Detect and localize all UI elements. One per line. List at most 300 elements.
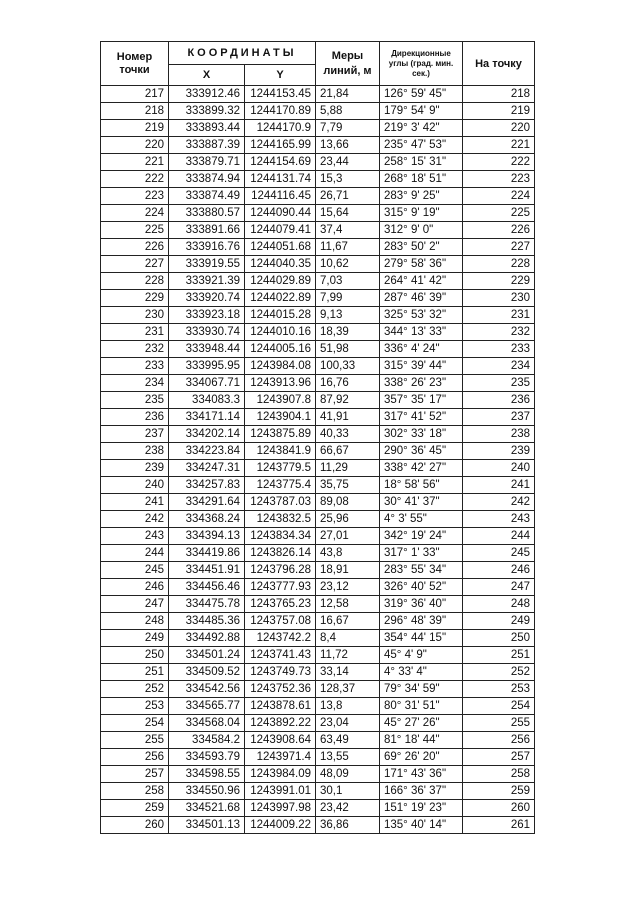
bearing-angle-cell: 235° 47' 53" [380, 137, 463, 154]
point-number-cell: 232 [101, 341, 169, 358]
y-coordinate-cell: 1244165.99 [245, 137, 316, 154]
point-number-cell: 229 [101, 290, 169, 307]
table-row [101, 409, 535, 426]
bearing-angle-cell: 326° 40' 52" [380, 579, 463, 596]
x-coordinate-cell: 334485.36 [169, 613, 245, 630]
y-coordinate-cell: 1244029.89 [245, 273, 316, 290]
to-point-cell: 254 [463, 698, 535, 715]
x-coordinate-cell: 333916.76 [169, 239, 245, 256]
y-coordinate-cell: 1243971.4 [245, 749, 316, 766]
line-length-cell: 9,13 [316, 307, 380, 324]
point-number-cell: 219 [101, 120, 169, 137]
y-coordinate-cell: 1243787.03 [245, 494, 316, 511]
bearing-angle-cell: 135° 40' 14" [380, 817, 463, 834]
to-point-cell: 225 [463, 205, 535, 222]
y-coordinate-cell: 1243984.09 [245, 766, 316, 783]
y-coordinate-cell: 1243832.5 [245, 511, 316, 528]
y-coordinate-cell: 1243904.1 [245, 409, 316, 426]
table-body [101, 86, 535, 834]
point-number-cell: 226 [101, 239, 169, 256]
y-coordinate-cell: 1244170.9 [245, 120, 316, 137]
y-coordinate-cell: 1244005.16 [245, 341, 316, 358]
bearing-angle-cell: 354° 44' 15" [380, 630, 463, 647]
line-length-cell: 89,08 [316, 494, 380, 511]
bearing-angle-cell: 166° 36' 37" [380, 783, 463, 800]
table-row [101, 630, 535, 647]
bearing-angle-cell: 81° 18' 44" [380, 732, 463, 749]
point-number-cell: 243 [101, 528, 169, 545]
line-length-cell: 26,71 [316, 188, 380, 205]
line-length-cell: 11,29 [316, 460, 380, 477]
line-length-cell: 51,98 [316, 341, 380, 358]
bearing-angle-cell: 315° 39' 44" [380, 358, 463, 375]
bearing-angle-cell: 287° 46' 39" [380, 290, 463, 307]
bearing-angle-cell: 30° 41' 37" [380, 494, 463, 511]
table-row [101, 766, 535, 783]
to-point-cell: 237 [463, 409, 535, 426]
to-point-cell: 219 [463, 103, 535, 120]
y-coordinate-cell: 1244079.41 [245, 222, 316, 239]
to-point-cell: 252 [463, 664, 535, 681]
line-length-cell: 41,91 [316, 409, 380, 426]
to-point-cell: 247 [463, 579, 535, 596]
y-coordinate-cell: 1243908.64 [245, 732, 316, 749]
point-number-cell: 225 [101, 222, 169, 239]
line-length-cell: 48,09 [316, 766, 380, 783]
bearing-angle-cell: 317° 41' 52" [380, 409, 463, 426]
line-length-cell: 23,12 [316, 579, 380, 596]
to-point-cell: 234 [463, 358, 535, 375]
point-number-cell: 224 [101, 205, 169, 222]
x-coordinate-cell: 333912.46 [169, 86, 245, 103]
line-length-cell: 16,76 [316, 375, 380, 392]
x-coordinate-cell: 334542.56 [169, 681, 245, 698]
bearing-angle-cell: 18° 58' 56" [380, 477, 463, 494]
y-coordinate-cell: 1244009.22 [245, 817, 316, 834]
y-coordinate-cell: 1244154.69 [245, 154, 316, 171]
line-length-cell: 43,8 [316, 545, 380, 562]
to-point-cell: 246 [463, 562, 535, 579]
table-row [101, 749, 535, 766]
table-row [101, 647, 535, 664]
bearing-angle-cell: 290° 36' 45" [380, 443, 463, 460]
x-coordinate-cell: 334202.14 [169, 426, 245, 443]
x-coordinate-cell: 333893.44 [169, 120, 245, 137]
y-coordinate-cell: 1243741.43 [245, 647, 316, 664]
line-length-cell: 21,84 [316, 86, 380, 103]
x-coordinate-cell: 334565.77 [169, 698, 245, 715]
bearing-angle-cell: 171° 43' 36" [380, 766, 463, 783]
to-point-cell: 230 [463, 290, 535, 307]
bearing-angle-cell: 296° 48' 39" [380, 613, 463, 630]
point-number-cell: 217 [101, 86, 169, 103]
x-coordinate-cell: 334598.55 [169, 766, 245, 783]
x-coordinate-cell: 334247.31 [169, 460, 245, 477]
table-row [101, 460, 535, 477]
bearing-angle-cell: 338° 42' 27" [380, 460, 463, 477]
point-number-cell: 250 [101, 647, 169, 664]
line-length-cell: 7,99 [316, 290, 380, 307]
x-coordinate-cell: 334550.96 [169, 783, 245, 800]
bearing-angle-cell: 45° 4' 9" [380, 647, 463, 664]
bearing-angle-cell: 302° 33' 18" [380, 426, 463, 443]
x-coordinate-cell: 333995.95 [169, 358, 245, 375]
x-coordinate-cell: 333899.32 [169, 103, 245, 120]
point-number-cell: 247 [101, 596, 169, 613]
line-length-cell: 23,42 [316, 800, 380, 817]
table-row [101, 681, 535, 698]
point-number-cell: 256 [101, 749, 169, 766]
line-length-cell: 15,3 [316, 171, 380, 188]
bearing-angle-cell: 279° 58' 36" [380, 256, 463, 273]
x-coordinate-cell: 334067.71 [169, 375, 245, 392]
table-row [101, 562, 535, 579]
bearing-angle-cell: 219° 3' 42" [380, 120, 463, 137]
line-length-cell: 37,4 [316, 222, 380, 239]
table-row [101, 664, 535, 681]
bearing-angle-cell: 4° 3' 55" [380, 511, 463, 528]
to-point-cell: 239 [463, 443, 535, 460]
header-to-point: На точку [463, 42, 535, 86]
bearing-angle-cell: 264° 41' 42" [380, 273, 463, 290]
point-number-cell: 223 [101, 188, 169, 205]
table-row [101, 783, 535, 800]
to-point-cell: 232 [463, 324, 535, 341]
to-point-cell: 255 [463, 715, 535, 732]
y-coordinate-cell: 1244116.45 [245, 188, 316, 205]
coordinates-table [100, 41, 535, 834]
x-coordinate-cell: 334521.68 [169, 800, 245, 817]
x-coordinate-cell: 334394.13 [169, 528, 245, 545]
y-coordinate-cell: 1243796.28 [245, 562, 316, 579]
header-y: Y [245, 65, 316, 86]
line-length-cell: 15,64 [316, 205, 380, 222]
to-point-cell: 236 [463, 392, 535, 409]
x-coordinate-cell: 334451.91 [169, 562, 245, 579]
line-length-cell: 23,44 [316, 154, 380, 171]
y-coordinate-cell: 1243878.61 [245, 698, 316, 715]
x-coordinate-cell: 333874.49 [169, 188, 245, 205]
table-row [101, 171, 535, 188]
point-number-cell: 239 [101, 460, 169, 477]
y-coordinate-cell: 1243775.4 [245, 477, 316, 494]
y-coordinate-cell: 1243779.5 [245, 460, 316, 477]
y-coordinate-cell: 1243834.34 [245, 528, 316, 545]
y-coordinate-cell: 1243826.14 [245, 545, 316, 562]
x-coordinate-cell: 334568.04 [169, 715, 245, 732]
table-row [101, 545, 535, 562]
x-coordinate-cell: 333921.39 [169, 273, 245, 290]
bearing-angle-cell: 338° 26' 23" [380, 375, 463, 392]
to-point-cell: 222 [463, 154, 535, 171]
point-number-cell: 236 [101, 409, 169, 426]
y-coordinate-cell: 1243907.8 [245, 392, 316, 409]
table-row [101, 188, 535, 205]
table-row [101, 528, 535, 545]
point-number-cell: 241 [101, 494, 169, 511]
to-point-cell: 248 [463, 596, 535, 613]
point-number-cell: 238 [101, 443, 169, 460]
table-row [101, 511, 535, 528]
to-point-cell: 241 [463, 477, 535, 494]
y-coordinate-cell: 1244022.89 [245, 290, 316, 307]
to-point-cell: 226 [463, 222, 535, 239]
to-point-cell: 235 [463, 375, 535, 392]
y-coordinate-cell: 1243757.08 [245, 613, 316, 630]
y-coordinate-cell: 1244090.44 [245, 205, 316, 222]
bearing-angle-cell: 151° 19' 23" [380, 800, 463, 817]
line-length-cell: 11,67 [316, 239, 380, 256]
header-coordinates: КООРДИНАТЫ [169, 42, 316, 65]
bearing-angle-cell: 258° 15' 31" [380, 154, 463, 171]
table-row [101, 596, 535, 613]
y-coordinate-cell: 1243892.22 [245, 715, 316, 732]
line-length-cell: 33,14 [316, 664, 380, 681]
to-point-cell: 231 [463, 307, 535, 324]
bearing-angle-cell: 319° 36' 40" [380, 596, 463, 613]
point-number-cell: 221 [101, 154, 169, 171]
point-number-cell: 237 [101, 426, 169, 443]
point-number-cell: 260 [101, 817, 169, 834]
table-row [101, 205, 535, 222]
point-number-cell: 252 [101, 681, 169, 698]
table-row [101, 86, 535, 103]
line-length-cell: 5,88 [316, 103, 380, 120]
line-length-cell: 63,49 [316, 732, 380, 749]
line-length-cell: 36,86 [316, 817, 380, 834]
to-point-cell: 251 [463, 647, 535, 664]
to-point-cell: 238 [463, 426, 535, 443]
bearing-angle-cell: 283° 50' 2" [380, 239, 463, 256]
line-length-cell: 16,67 [316, 613, 380, 630]
line-length-cell: 13,55 [316, 749, 380, 766]
point-number-cell: 251 [101, 664, 169, 681]
x-coordinate-cell: 333887.39 [169, 137, 245, 154]
line-length-cell: 10,62 [316, 256, 380, 273]
table-row [101, 426, 535, 443]
line-length-cell: 35,75 [316, 477, 380, 494]
bearing-angle-cell: 179° 54' 9" [380, 103, 463, 120]
header-x: X [169, 65, 245, 86]
point-number-cell: 245 [101, 562, 169, 579]
point-number-cell: 227 [101, 256, 169, 273]
line-length-cell: 18,91 [316, 562, 380, 579]
point-number-cell: 246 [101, 579, 169, 596]
line-length-cell: 100,33 [316, 358, 380, 375]
table-row [101, 222, 535, 239]
table-row [101, 103, 535, 120]
to-point-cell: 258 [463, 766, 535, 783]
y-coordinate-cell: 1243765.23 [245, 596, 316, 613]
x-coordinate-cell: 333880.57 [169, 205, 245, 222]
line-length-cell: 23,04 [316, 715, 380, 732]
x-coordinate-cell: 334509.52 [169, 664, 245, 681]
bearing-angle-cell: 4° 33' 4" [380, 664, 463, 681]
x-coordinate-cell: 334368.24 [169, 511, 245, 528]
point-number-cell: 254 [101, 715, 169, 732]
to-point-cell: 224 [463, 188, 535, 205]
x-coordinate-cell: 333920.74 [169, 290, 245, 307]
table-row [101, 307, 535, 324]
line-length-cell: 40,33 [316, 426, 380, 443]
x-coordinate-cell: 333874.94 [169, 171, 245, 188]
y-coordinate-cell: 1244153.45 [245, 86, 316, 103]
y-coordinate-cell: 1244170.89 [245, 103, 316, 120]
point-number-cell: 220 [101, 137, 169, 154]
table-row [101, 392, 535, 409]
line-length-cell: 18,39 [316, 324, 380, 341]
point-number-cell: 242 [101, 511, 169, 528]
line-length-cell: 7,79 [316, 120, 380, 137]
line-length-cell: 7,03 [316, 273, 380, 290]
x-coordinate-cell: 333879.71 [169, 154, 245, 171]
x-coordinate-cell: 334501.24 [169, 647, 245, 664]
x-coordinate-cell: 333891.66 [169, 222, 245, 239]
y-coordinate-cell: 1243913.96 [245, 375, 316, 392]
table-row [101, 239, 535, 256]
point-number-cell: 222 [101, 171, 169, 188]
y-coordinate-cell: 1244040.35 [245, 256, 316, 273]
point-number-cell: 233 [101, 358, 169, 375]
to-point-cell: 221 [463, 137, 535, 154]
point-number-cell: 228 [101, 273, 169, 290]
bearing-angle-cell: 317° 1' 33" [380, 545, 463, 562]
header-line-length: Меры линий, м [316, 42, 380, 86]
bearing-angle-cell: 268° 18' 51" [380, 171, 463, 188]
to-point-cell: 244 [463, 528, 535, 545]
point-number-cell: 231 [101, 324, 169, 341]
table-row [101, 732, 535, 749]
x-coordinate-cell: 334593.79 [169, 749, 245, 766]
y-coordinate-cell: 1243749.73 [245, 664, 316, 681]
point-number-cell: 257 [101, 766, 169, 783]
bearing-angle-cell: 336° 4' 24" [380, 341, 463, 358]
to-point-cell: 233 [463, 341, 535, 358]
y-coordinate-cell: 1243777.93 [245, 579, 316, 596]
bearing-angle-cell: 325° 53' 32" [380, 307, 463, 324]
table-row [101, 715, 535, 732]
x-coordinate-cell: 333919.55 [169, 256, 245, 273]
to-point-cell: 245 [463, 545, 535, 562]
y-coordinate-cell: 1244015.28 [245, 307, 316, 324]
line-length-cell: 13,66 [316, 137, 380, 154]
table-row [101, 137, 535, 154]
table-row [101, 817, 535, 834]
point-number-cell: 235 [101, 392, 169, 409]
y-coordinate-cell: 1244051.68 [245, 239, 316, 256]
x-coordinate-cell: 334584.2 [169, 732, 245, 749]
bearing-angle-cell: 357° 35' 17" [380, 392, 463, 409]
y-coordinate-cell: 1243841.9 [245, 443, 316, 460]
table-row [101, 800, 535, 817]
point-number-cell: 234 [101, 375, 169, 392]
x-coordinate-cell: 334171.14 [169, 409, 245, 426]
y-coordinate-cell: 1243997.98 [245, 800, 316, 817]
to-point-cell: 257 [463, 749, 535, 766]
to-point-cell: 229 [463, 273, 535, 290]
x-coordinate-cell: 334492.88 [169, 630, 245, 647]
to-point-cell: 227 [463, 239, 535, 256]
x-coordinate-cell: 333948.44 [169, 341, 245, 358]
to-point-cell: 242 [463, 494, 535, 511]
line-length-cell: 87,92 [316, 392, 380, 409]
to-point-cell: 253 [463, 681, 535, 698]
y-coordinate-cell: 1244131.74 [245, 171, 316, 188]
to-point-cell: 220 [463, 120, 535, 137]
table-row [101, 154, 535, 171]
line-length-cell: 66,67 [316, 443, 380, 460]
y-coordinate-cell: 1243991.01 [245, 783, 316, 800]
table-row [101, 375, 535, 392]
bearing-angle-cell: 79° 34' 59" [380, 681, 463, 698]
y-coordinate-cell: 1243752.36 [245, 681, 316, 698]
bearing-angle-cell: 69° 26' 20" [380, 749, 463, 766]
x-coordinate-cell: 334257.83 [169, 477, 245, 494]
table-row [101, 120, 535, 137]
table-row [101, 613, 535, 630]
to-point-cell: 256 [463, 732, 535, 749]
x-coordinate-cell: 334419.86 [169, 545, 245, 562]
to-point-cell: 223 [463, 171, 535, 188]
to-point-cell: 250 [463, 630, 535, 647]
point-number-cell: 255 [101, 732, 169, 749]
point-number-cell: 218 [101, 103, 169, 120]
line-length-cell: 12,58 [316, 596, 380, 613]
line-length-cell: 27,01 [316, 528, 380, 545]
point-number-cell: 249 [101, 630, 169, 647]
header-bearing: Дирекционные углы (град. мин. сек.) [380, 42, 463, 86]
bearing-angle-cell: 45° 27' 26" [380, 715, 463, 732]
point-number-cell: 253 [101, 698, 169, 715]
line-length-cell: 13,8 [316, 698, 380, 715]
to-point-cell: 243 [463, 511, 535, 528]
line-length-cell: 11,72 [316, 647, 380, 664]
x-coordinate-cell: 334456.46 [169, 579, 245, 596]
to-point-cell: 249 [463, 613, 535, 630]
bearing-angle-cell: 315° 9' 19" [380, 205, 463, 222]
x-coordinate-cell: 334475.78 [169, 596, 245, 613]
x-coordinate-cell: 333930.74 [169, 324, 245, 341]
table-row [101, 256, 535, 273]
point-number-cell: 258 [101, 783, 169, 800]
to-point-cell: 261 [463, 817, 535, 834]
x-coordinate-cell: 334083.3 [169, 392, 245, 409]
x-coordinate-cell: 334501.13 [169, 817, 245, 834]
point-number-cell: 240 [101, 477, 169, 494]
bearing-angle-cell: 283° 9' 25" [380, 188, 463, 205]
x-coordinate-cell: 333923.18 [169, 307, 245, 324]
bearing-angle-cell: 80° 31' 51" [380, 698, 463, 715]
header-point-no: Номер точки [101, 42, 169, 86]
y-coordinate-cell: 1243984.08 [245, 358, 316, 375]
point-number-cell: 244 [101, 545, 169, 562]
table-row [101, 698, 535, 715]
to-point-cell: 259 [463, 783, 535, 800]
table-row [101, 358, 535, 375]
table-row [101, 324, 535, 341]
bearing-angle-cell: 312° 9' 0" [380, 222, 463, 239]
line-length-cell: 30,1 [316, 783, 380, 800]
bearing-angle-cell: 126° 59' 45" [380, 86, 463, 103]
table-row [101, 579, 535, 596]
y-coordinate-cell: 1243875.89 [245, 426, 316, 443]
table-row [101, 273, 535, 290]
table-row [101, 290, 535, 307]
x-coordinate-cell: 334223.84 [169, 443, 245, 460]
y-coordinate-cell: 1243742.2 [245, 630, 316, 647]
point-number-cell: 230 [101, 307, 169, 324]
table-row [101, 341, 535, 358]
